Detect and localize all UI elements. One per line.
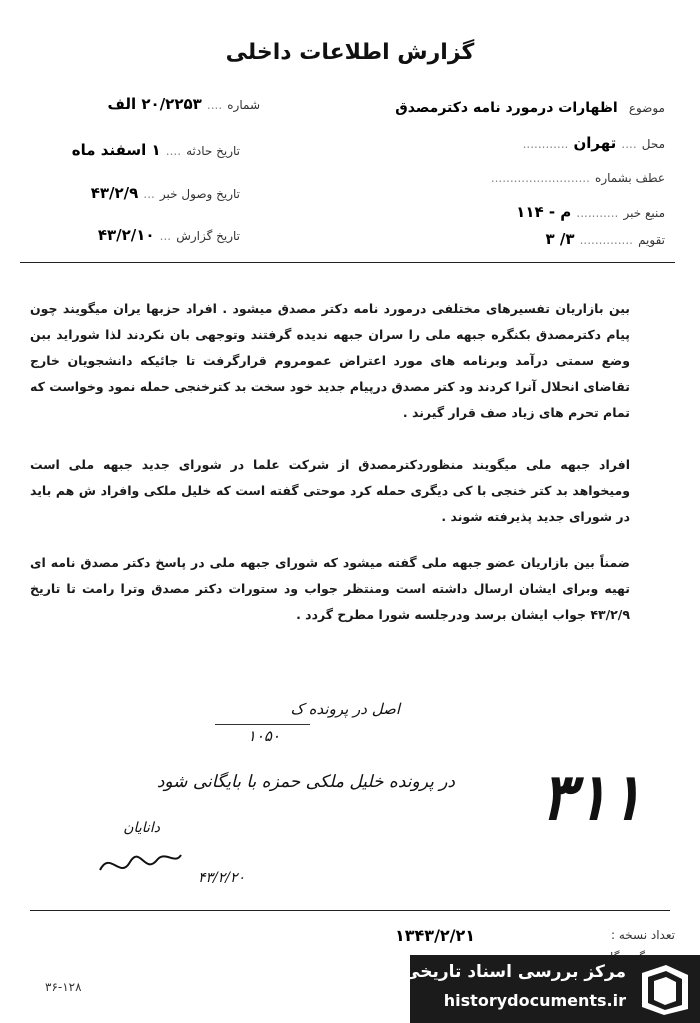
event-date-label: تاریخ حادثه (186, 144, 240, 158)
receipt-date-value: ۴۳/۲/۹ (90, 184, 139, 202)
subject-value: اظهارات درمورد نامه دکترمصدق (395, 100, 618, 116)
handwritten-original-note: اصل در پرونده ک (290, 700, 400, 718)
body-paragraph-2: افراد جبهه ملی میگویند منظوردکترمصدق از شرکت علما در شورای جدید جبهه ملی است ومیخواهد بد کتر خنجی با کی دیگری حمله کرد موحتی گفته است که خلیل ملکی وافراد ش هم باید در شورای جدید پذیرفته شوند . (30, 457, 630, 524)
footer-divider (30, 910, 670, 911)
reference-label: عطف بشماره (595, 171, 665, 185)
event-date-row: تاریخ حادثه .... ۱ اسفند ماه (71, 141, 240, 159)
report-date-label: تاریخ گزارش (176, 229, 240, 243)
event-date-value: ۱ اسفند ماه (71, 141, 161, 159)
report-title: گزارش اطلاعات داخلی (225, 40, 475, 65)
place-value: تهران (573, 134, 617, 152)
subject-label: موضوع (628, 101, 665, 115)
handwritten-signature-date: ۴۳/۲/۲۰ (197, 870, 245, 886)
source-label: منبع خبر (623, 206, 665, 220)
rating-value: ۳/ ۳ (545, 230, 575, 248)
watermark-url: historydocuments.ir (443, 991, 626, 1010)
body-paragraph-3: ضمناً بین بازاریان عضو جبهه ملی گفته میشود که شورای جبهه ملی در پاسخ دکتر مصدق نامه ای تهیه وبرای ایشان ارسال داشته است ومنتظر جواب ود ستورات دکتر مصدق وترا رامت تا تاریخ ۴۳/۲/۹ جواب ایشان برسد ودرجلسه شورا مطرح گردد . (30, 555, 630, 622)
signature-scribble (95, 840, 185, 885)
reference-row: عطف بشماره .......................... (490, 171, 665, 185)
document-code: ۳۶-۱۲۸ (45, 980, 82, 994)
report-date-value: ۴۳/۲/۱۰ (97, 226, 155, 244)
report-date-row: تاریخ گزارش ... ۴۳/۲/۱۰ (97, 226, 240, 244)
rating-row: تقویم .............. ۳/ ۳ (545, 230, 665, 248)
number-label: شماره (227, 98, 260, 112)
subject-row (395, 97, 665, 116)
place-row: محل .... تهران ............ (522, 134, 665, 152)
handwritten-signature-name: دانایان (123, 820, 160, 836)
number-row: شماره .... ۲۰/۲۲۵۳ الف (107, 95, 260, 113)
archive-folder-icon (636, 961, 694, 1017)
header-divider (20, 262, 675, 263)
body-paragraph-1: بین بازاریان تفسیرهای مختلفی درمورد نامه دکتر مصدق میشود . افراد حزبها یران میگویند چون پیام دکترمصدق بکنگره جبهه ملی را سران جبهه ندیده گرفتند وتوجهی بان نکردند لذا شوراید ببن وضع سمتی درآمد وبرنامه های مورد اعتراض عمومروم قرارگرفت تا جائیکه دانشجویان خارج تقاضای انحلال آنرا کردند ود کتر مصدق درپیام جدید خود سخت بد کترخنجی حمله نمود وخواست که تمام تحرم های زیاد صف قرار گیرند . (30, 301, 630, 420)
stamp-date: ۱۳۴۳/۲/۲۱ (395, 926, 476, 945)
handwritten-big-number: ۳۱۱ (540, 760, 644, 835)
rating-label: تقویم (638, 233, 665, 247)
receipt-date-label: تاریخ وصول خبر (159, 187, 240, 201)
receipt-date-row: تاریخ وصول خبر ... ۴۳/۲/۹ (90, 184, 240, 202)
handwritten-original-number: ۱۰۵۰ (247, 727, 280, 745)
watermark-title: مرکز بررسی اسناد تاریخی (403, 962, 626, 982)
place-label: محل (641, 137, 665, 151)
handwritten-underline (215, 724, 310, 725)
copies-label: تعداد نسخه : (610, 928, 675, 942)
handwritten-filing-note: در پرونده خلیل ملکی حمزه با بایگانی شود (156, 772, 455, 792)
number-value: ۲۰/۲۲۵۳ الف (107, 95, 202, 113)
source-row: منبع خبر ........... م - ۱۱۴ (516, 203, 665, 221)
watermark-logo (403, 955, 700, 1023)
source-value: م - ۱۱۴ (516, 203, 572, 221)
